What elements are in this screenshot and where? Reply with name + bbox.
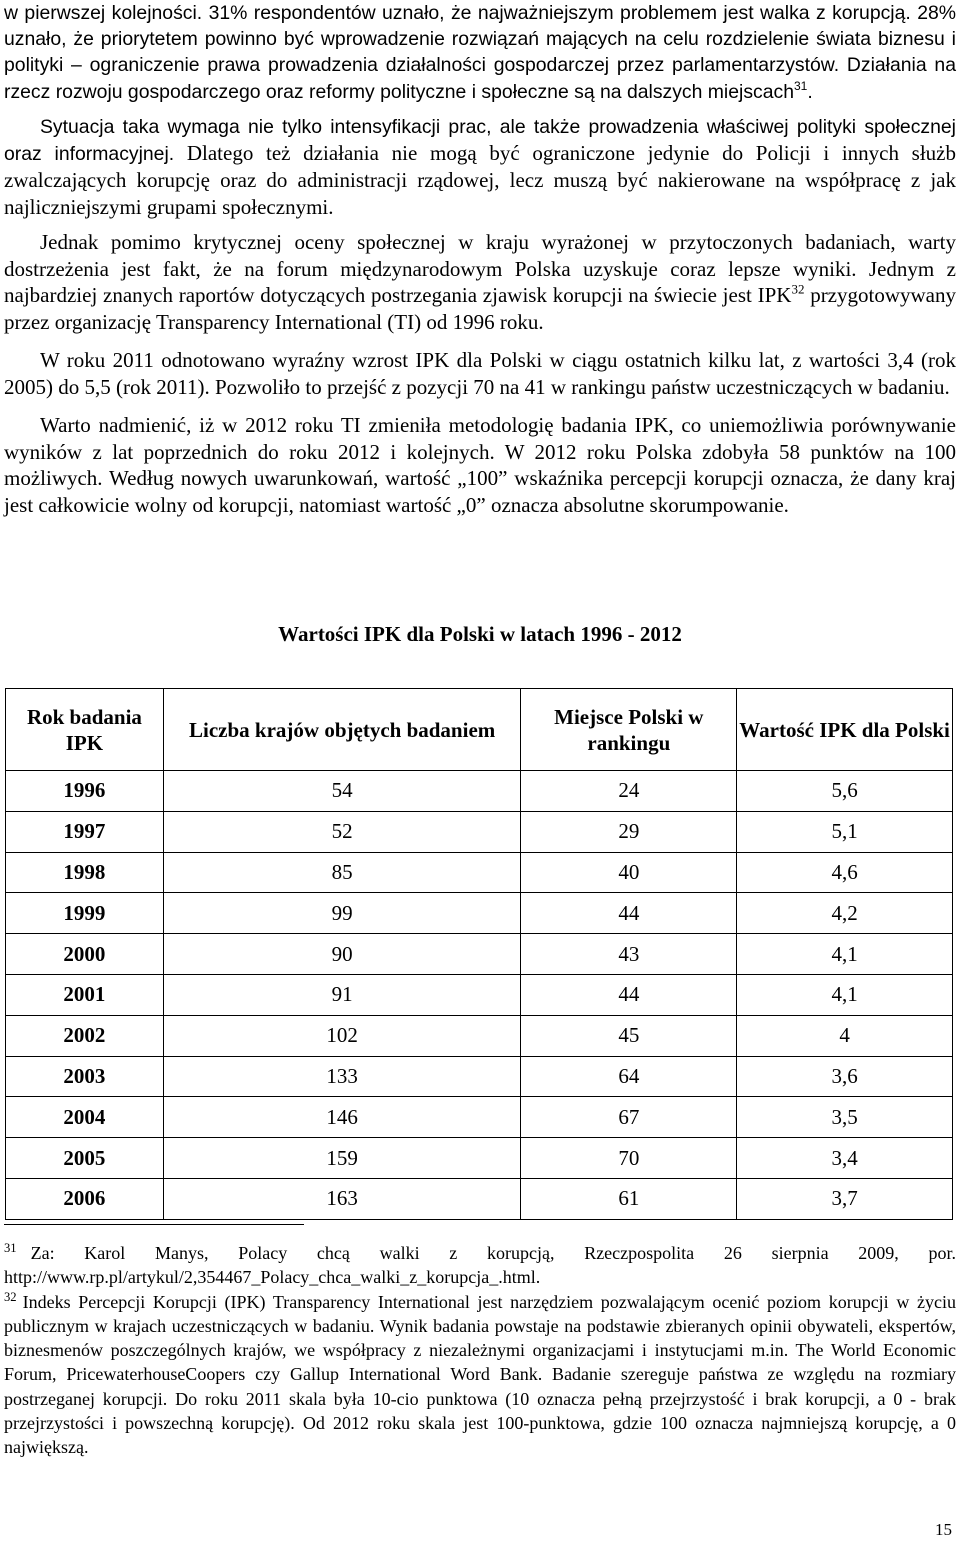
cell-year: 2006 [6,1178,164,1219]
cell-year: 2000 [6,934,164,975]
footnote-32-text: Indeks Percepcji Korupcji (IPK) Transparency International jest narzędziem pozwalającym ocenić poziom korupcji w życiu publicznym w krajach uczestniczących w badaniu. Wynik badania powstaje na podstawie zbieranych opinii obywateli, ekspertów, biznesmenów poszczególnych krajów, we współpracy z niezależnymi organizacjami i instytucjami m.in. The World Economic Forum, PricewaterhouseCoopers czy Gallup International Word Bank. Badanie szereguje państwa ze względu na rozmiary postrzeganej korupcji. Do roku 2011 skala była 10-cio punktowa (10 oznacza pełną przejrzystość i brak korupcji, a 0 - brak przejrzystości i powszechną korupcję). Od 2012 roku skala jest 100-punktowa, gdzie 100 oznacza najmniejszą korupcję, a 0 największą. [4,1291,956,1458]
cell-ipk: 3,5 [737,1097,953,1138]
cell-rank: 29 [521,811,737,852]
paragraph-2 [4,114,956,220]
cell-ipk: 4,1 [737,934,953,975]
footnote-31 [4,1241,956,1290]
paragraph-2-serif-text: Dlatego też działania nie mogą być ograniczone jedynie do Policji i innych służb zwalczających korupcję oraz do administracji rządowej, lecz muszą być nakierowane na współpracę z jak najliczniejszymi grupami społecznymi. [4,141,956,219]
cell-rank: 70 [521,1138,737,1179]
table-row [6,811,953,852]
cell-ipk: 4 [737,1015,953,1056]
cell-rank: 40 [521,852,737,893]
paragraph-4: W roku 2011 odnotowano wyraźny wzrost IPK dla Polski w ciągu ostatnich kilku lat, z wartości 3,4 (rok 2005) do 5,5 (rok 2011). Pozwoliło to przejść z pozycji 70 na 41 w rankingu państw uczestniczących w badaniu. [4,348,956,399]
cell-year: 1998 [6,852,164,893]
table-row [6,771,953,812]
paragraph-2-sans-text: Sytuacja taka wymaga nie tylko intensyfikacji prac, ale także prowadzenia właściwej polityki społecznej oraz informacyjnej. [4,115,956,166]
table-row [6,974,953,1015]
cell-countries: 52 [163,811,521,852]
footnote-31-number: 31 [4,1241,17,1256]
cell-year: 2003 [6,1056,164,1097]
cell-ipk: 3,6 [737,1056,953,1097]
cell-countries: 90 [163,934,521,975]
paragraph-1 [4,0,956,105]
paragraph-1-end: . [807,80,813,103]
footnotes [4,1241,956,1460]
cell-year: 2004 [6,1097,164,1138]
table-row [6,1015,953,1056]
table-row [6,1178,953,1219]
cell-rank: 24 [521,771,737,812]
cell-ipk: 3,4 [737,1138,953,1179]
table-title: Wartości IPK dla Polski w latach 1996 - 2012 [278,622,682,646]
table-row [6,1056,953,1097]
paragraph-3-end: przygotowywany przez organizację Transparency International (TI) od 1996 roku. [4,283,956,334]
cell-year: 1997 [6,811,164,852]
cell-rank: 44 [521,974,737,1015]
cell-countries: 85 [163,852,521,893]
cell-year: 2002 [6,1015,164,1056]
paragraph-1-text: w pierwszej kolejności. 31% respondentów uznało, że najważniejszym problemem jest walka z korupcją. 28% uznało, że priorytetem powinno być wprowadzenie rozwiązań mających na celu rozdzielenie świata biznesu i polityki – ograniczenie prawa prowadzenia działalności gospodarczej przez parlamentarzystów. Działania na rzecz rozwoju gospodarczego oraz reformy polityczne i społeczne są na dalszych miejscach [4,2,956,103]
cell-rank: 45 [521,1015,737,1056]
table-header-row [6,689,953,771]
footnote-32-number: 32 [4,1289,17,1304]
footnote-ref-32: 32 [791,281,805,297]
cell-year: 1996 [6,771,164,812]
column-header-rank: Miejsce Polski w rankingu [521,689,737,771]
footnote-separator [4,1224,304,1225]
cell-ipk: 5,1 [737,811,953,852]
cell-rank: 64 [521,1056,737,1097]
cell-rank: 61 [521,1178,737,1219]
cell-ipk: 4,1 [737,974,953,1015]
cell-ipk: 3,7 [737,1178,953,1219]
footnote-32 [4,1290,956,1460]
footnote-ref-31: 31 [794,78,808,93]
paragraph-3-text: Jednak pomimo krytycznej oceny społecznej w kraju wyrażonej w przytoczonych badaniach, warty dostrzeżenia jest fakt, że na forum międzynarodowym Polska uzyskuje coraz lepsze wyniki. Jednym z najbardziej znanych raportów dotyczących postrzegania zjawisk korupcji na świecie jest IPK [4,230,956,308]
column-header-ipk-value: Wartość IPK dla Polski [737,689,953,771]
paragraph-5: Warto nadmienić, iż w 2012 roku TI zmieniła metodologię badania IPK, co uniemożliwia porównywanie wyników z lat poprzednich do roku 2012 i kolejnych. W 2012 roku Polska zdobyła 58 punktów na 100 możliwych. Według nowych uwarunkowań, wartość „100” wskaźnika percepcji korupcji oznacza, że dany kraj jest całkowicie wolny od korupcji, natomiast wartość „0” oznacza absolutne skorumpowanie. [4,413,956,517]
cell-year: 2001 [6,974,164,1015]
cell-rank: 44 [521,893,737,934]
ipk-table [5,688,953,1220]
cell-countries: 91 [163,974,521,1015]
column-header-countries: Liczba krajów objętych badaniem [163,689,521,771]
paragraph-3 [4,229,956,335]
cell-countries: 163 [163,1178,521,1219]
cell-year: 1999 [6,893,164,934]
cell-rank: 43 [521,934,737,975]
cell-ipk: 4,6 [737,852,953,893]
cell-ipk: 4,2 [737,893,953,934]
cell-countries: 146 [163,1097,521,1138]
cell-ipk: 5,6 [737,771,953,812]
cell-countries: 54 [163,771,521,812]
page-body [4,0,956,518]
table-row [6,852,953,893]
cell-countries: 102 [163,1015,521,1056]
table-row [6,1097,953,1138]
cell-countries: 133 [163,1056,521,1097]
table-row [6,934,953,975]
page-number: 15 [935,1520,952,1539]
cell-rank: 67 [521,1097,737,1138]
cell-countries: 99 [163,893,521,934]
cell-countries: 159 [163,1138,521,1179]
table-row [6,893,953,934]
footnote-31-text: Za: Karol Manys, Polacy chcą walki z korupcją, Rzeczpospolita 26 sierpnia 2009, por. http://www.rp.pl/artykul/2,354467_Polacy_chca_walki_z_korupcja_.html. [4,1243,956,1288]
table-row [6,1138,953,1179]
cell-year: 2005 [6,1138,164,1179]
column-header-year: Rok badania IPK [6,689,164,771]
